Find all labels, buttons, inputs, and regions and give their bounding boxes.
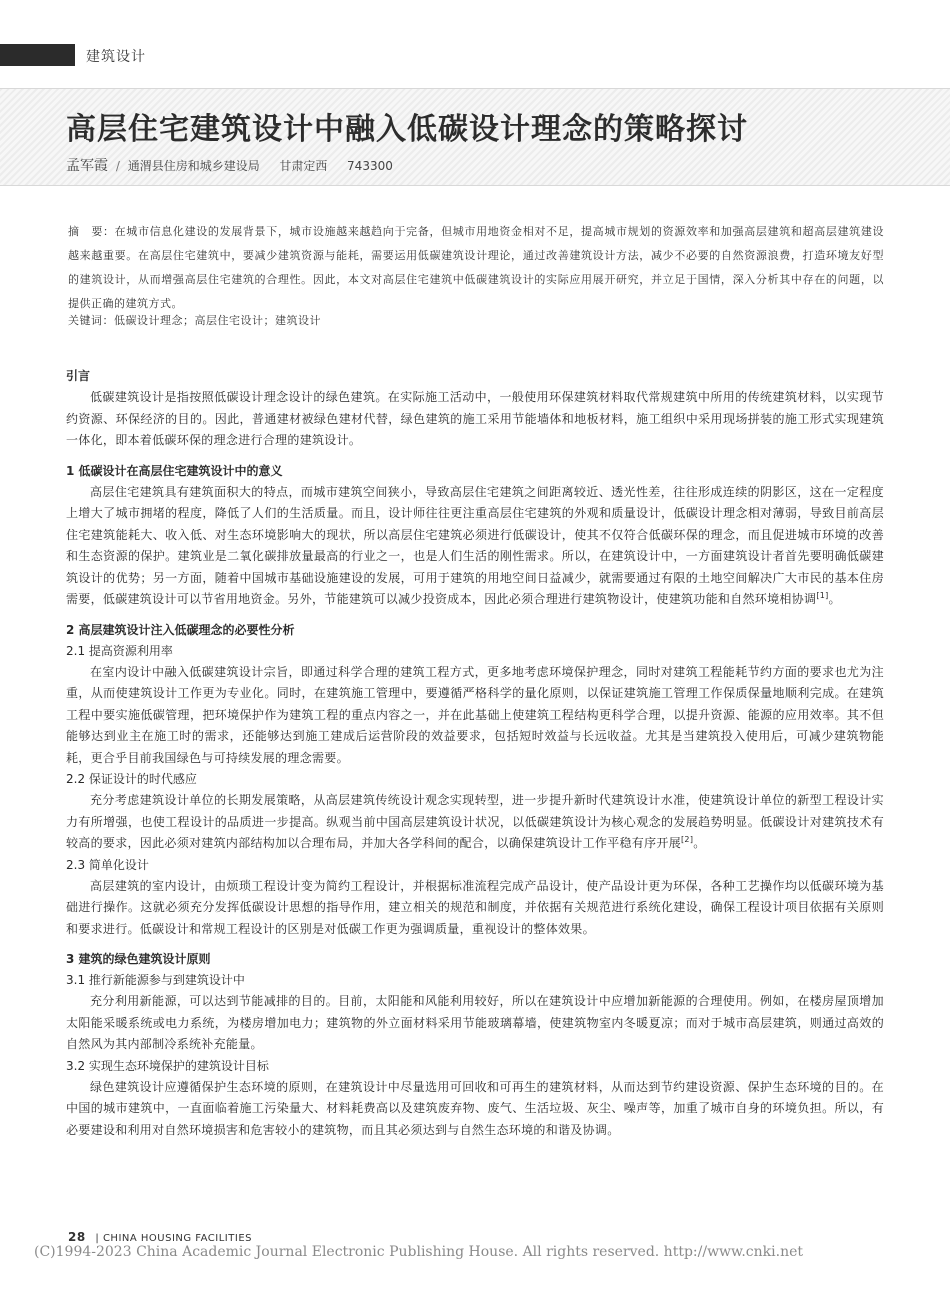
heading-section-3-1: 3.1 推行新能源参与到建筑设计中 bbox=[66, 973, 245, 987]
heading-section-3: 3 建筑的绿色建筑设计原则 bbox=[66, 952, 211, 966]
citation-2: [2] bbox=[681, 835, 694, 844]
affiliation: 通渭县住房和城乡建设局 bbox=[127, 159, 260, 173]
heading-section-2-3: 2.3 简单化设计 bbox=[66, 857, 149, 872]
heading-section-2: 2 高层建筑设计注入低碳理念的必要性分析 bbox=[66, 622, 295, 637]
heading-section-2-2: 2.2 保证设计的时代感应 bbox=[66, 772, 197, 786]
article-body bbox=[66, 357, 884, 1141]
copyright-watermark: (C)1994-2023 China Academic Journal Electronic Publishing House. All rights reserved. http://www.cnki.net bbox=[34, 1244, 804, 1260]
paragraph-section-3-2: 绿色建筑设计应遵循保护生态环境的原则，在建筑设计中尽量选用可回收和可再生的建筑材料，从而达到节约建设资源、保护生态环境的目的。在中国的城市建筑中，一直面临着施工污染量大、材料耗费高以及建筑废弃物、废气、生活垃圾、灰尘、噪声等，加重了城市自身的环境负担。所以，有必要建设和利用对自然环境损害和危害较小的建筑物，而且其必须达到与自然生态环境的和谐及协调。 bbox=[66, 1079, 884, 1137]
article-title: 高层住宅建筑设计中融入低碳设计理念的策略探讨 bbox=[66, 112, 748, 147]
location: 甘肃定西 bbox=[279, 159, 328, 173]
heading-intro: 引言 bbox=[66, 369, 91, 383]
page-number: 28 bbox=[68, 1230, 86, 1244]
heading-section-2-1: 2.1 提高资源利用率 bbox=[66, 643, 173, 658]
keywords: 关键词：低碳设计理念；高层住宅设计；建筑设计 bbox=[68, 314, 321, 327]
author-name: 孟军霞 bbox=[66, 158, 108, 174]
paragraph-section-2-1: 在室内设计中融入低碳建筑设计宗旨，即通过科学合理的建筑工程方式，更多地考虑环境保护理念，同时对建筑工程能耗节约方面的要求也尤为注重，从而使建筑设计工作更为专业化。同时，在建筑施工管理中，要遵循严格科学的量化原则，以保证建筑施工管理工作保质保量地顺利完成。在建筑工程中要实施低碳管理，把环境保护作为建筑工程的重点内容之一，并在此基础上使建筑工程结构更科学合理，以提升资源、能源的应用效率。其不但能够达到业主在施工时的需求，还能够达到施工建成后运营阶段的效益要求，包括短时效益与长远收益。尤其是当建筑投入使用后，可减少建筑物能耗，更合乎目前我国绿色与可持续发展的理念需要。 bbox=[66, 664, 884, 765]
heading-section-3-2: 3.2 实现生态环境保护的建筑设计目标 bbox=[66, 1058, 269, 1073]
paragraph-section-2-3: 高层建筑的室内设计，由烦琐工程设计变为简约工程设计，并根据标准流程完成产品设计，使产品设计更为环保，各种工艺操作均以低碳环境为基础进行操作。这就必须充分发挥低碳设计思想的指导作用，建立相关的规范和制度，并依据有关规范进行系统化建设，确保工程设计项目依据有关原则和要求进行。低碳设计和常规工程设计的区别是对低碳工作更为强调质量，重视设计的整体效果。 bbox=[66, 878, 884, 936]
heading-section-1: 1 低碳设计在高层住宅建筑设计中的意义 bbox=[66, 463, 283, 478]
paragraph-section-1: 高层住宅建筑具有建筑面积大的特点，而城市建筑空间狭小，导致高层住宅建筑之间距离较近、透光性差，往往形成连续的阴影区，这在一定程度上增大了城市拥堵的程度，降低了人们的生活质量。而且，设计师往往更注重高层住宅建筑的外观和质量设计，低碳设计理念相对薄弱，导致目前高层住宅建筑能耗大、收入低、对生态环境影响大的现状，所以高层住宅建筑必须进行低碳设计，使其不仅符合低碳环保的理念，而且促进城市环境的改善和生态资源的保护。建筑业是二氧化碳排放量最高的行业之一，也是人们生活的刚性需求。所以，在建筑设计中，一方面建筑设计者首先要明确低碳建筑设计的优势；另一方面，随着中国城市基础设施建设的发展，可用于建筑的用地空间日益减少，就需要通过有限的土地空间解决广大市民的基本住房需要，低碳建筑设计可以节省用地资金。另外，节能建筑可以减少投资成本，因此必须合理进行建筑物设计，使建筑功能和自然环境相协调[1]。 bbox=[66, 484, 884, 606]
page-footer bbox=[68, 1230, 252, 1244]
paragraph-intro: 低碳建筑设计是指按照低碳设计理念设计的绿色建筑。在实际施工活动中，一般使用环保建筑材料取代常规建筑中所用的传统建筑材料，以实现节约资源、环保经济的目的。因此，普通建材被绿色建材代替，绿色建筑的施工采用节能墙体和地板材料，施工组织中采用现场拼装的施工形式实现建筑一体化，即本着低碳环保的理念进行合理的建筑设计。 bbox=[66, 390, 884, 447]
paragraph-section-2-2: 充分考虑建筑设计单位的长期发展策略，从高层建筑传统设计观念实现转型，进一步提升新时代建筑设计水准，使建筑设计单位的新型工程设计实力有所增强，也使工程设计的品质进一步提高。纵观当前中国高层建筑设计状况，以低碳建筑设计为核心观念的发展趋势明显。低碳设计对建筑技术有较高的要求，因此必须对建筑内部结构加以合理布局，并加大各学科间的配合，以确保建筑设计工作平稳有序开展[2]。 bbox=[66, 793, 884, 850]
section-label: 建筑设计 bbox=[86, 49, 146, 65]
paragraph-section-3-1: 充分利用新能源，可以达到节能减排的目的。目前，太阳能和风能利用较好，所以在建筑设计中应增加新能源的合理使用。例如，在楼房屋顶增加太阳能采暖系统或电力系统，为楼房增加电力；建筑物的外立面材料采用节能玻璃幕墙，使建筑物室内冬暖夏凉；而对于城市高层建筑，则通过高效的自然风为其内部制冷系统补充能量。 bbox=[66, 994, 884, 1051]
byline-separator: / bbox=[115, 159, 120, 173]
abstract: 摘 要：在城市信息化建设的发展背景下，城市设施越来越趋向于完备，但城市用地资金相对不足，提高城市规划的资源效率和加强高层建筑和超高层建筑建设越来越重要。在高层住宅建筑中，要减少建筑资源与能耗，需要运用低碳建筑设计理论，通过改善建筑设计方法，减少不必要的自然资源浪费，打造环境友好型的建筑设计，从而增强高层住宅建筑的合理性。因此，本文对高层住宅建筑中低碳建筑设计的实际应用展开研究，并立足于国情，深入分析其中存在的问题，以提供正确的建筑方式。 bbox=[68, 225, 884, 310]
section-tab-arrow bbox=[64, 44, 75, 66]
journal-name: | CHINA HOUSING FACILITIES bbox=[95, 1233, 252, 1244]
citation-1: [1] bbox=[816, 591, 829, 600]
byline bbox=[66, 155, 393, 175]
postcode: 743300 bbox=[347, 159, 393, 173]
